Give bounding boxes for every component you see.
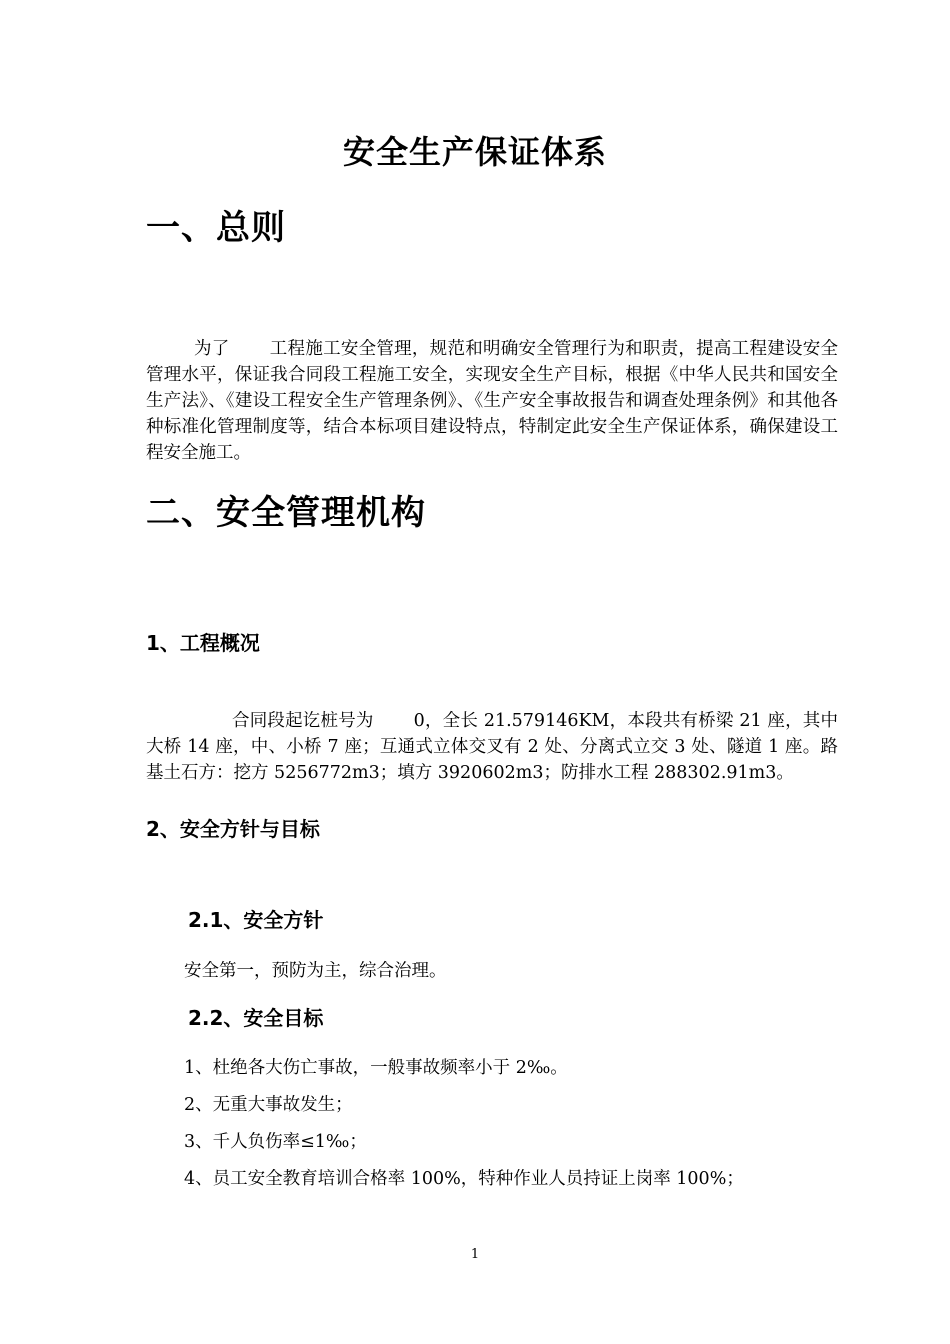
project-overview-paragraph xyxy=(146,708,838,786)
general-paragraph xyxy=(146,336,838,466)
safety-policy-text: 安全第一，预防为主，综合治理。 xyxy=(184,961,447,981)
project-overview-rest: 0，全长 21.579146KM，本段共有桥梁 21 座，其中大桥 14 座，中、小桥 7 座；互通式立体交叉有 2 处、分离式立交 3 处、隧道 1 座。路基土石方：挖方 5256772m3；填方 3920602m3；防排水工程 288302.91m3。 xyxy=(146,711,838,783)
heading-safety-policy: 2.1、安全方针 xyxy=(188,908,324,932)
safety-goal-item: 1、杜绝各大伤亡事故，一般事故频率小于 2‰。 xyxy=(184,1058,568,1078)
subsection-heading-project-overview: 1、工程概况 xyxy=(146,631,260,655)
safety-goal-item: 3、千人负伤率≤1‰； xyxy=(184,1132,367,1152)
general-paragraph-start: 为了 xyxy=(194,339,230,359)
subsection-heading-policy-and-goals: 2、安全方针与目标 xyxy=(146,817,320,841)
general-paragraph-rest: 工程施工安全管理，规范和明确安全管理行为和职责，提高工程建设安全管理水平，保证我合同段工程施工安全，实现安全生产目标，根据《中华人民共和国安全生产法》、《建设工程安全生产管理条例》、《生产安全事故报告和调查处理条例》和其他各种标准化管理制度等，结合本标项目建设特点，特制定此安全生产保证体系，确保建设工程安全施工。 xyxy=(146,339,838,463)
heading-safety-goals: 2.2、安全目标 xyxy=(188,1006,324,1030)
safety-goal-item: 4、员工安全教育培训合格率 100%，特种作业人员持证上岗率 100%； xyxy=(184,1169,744,1189)
section-heading-general: 一、总则 xyxy=(146,208,286,248)
safety-goal-item: 2、无重大事故发生； xyxy=(184,1095,353,1115)
project-overview-start: 合同段起讫桩号为 xyxy=(232,711,374,731)
section-heading-safety-organization: 二、安全管理机构 xyxy=(146,493,426,533)
page-number: 1 xyxy=(470,1247,480,1262)
document-title: 安全生产保证体系 xyxy=(342,133,607,171)
